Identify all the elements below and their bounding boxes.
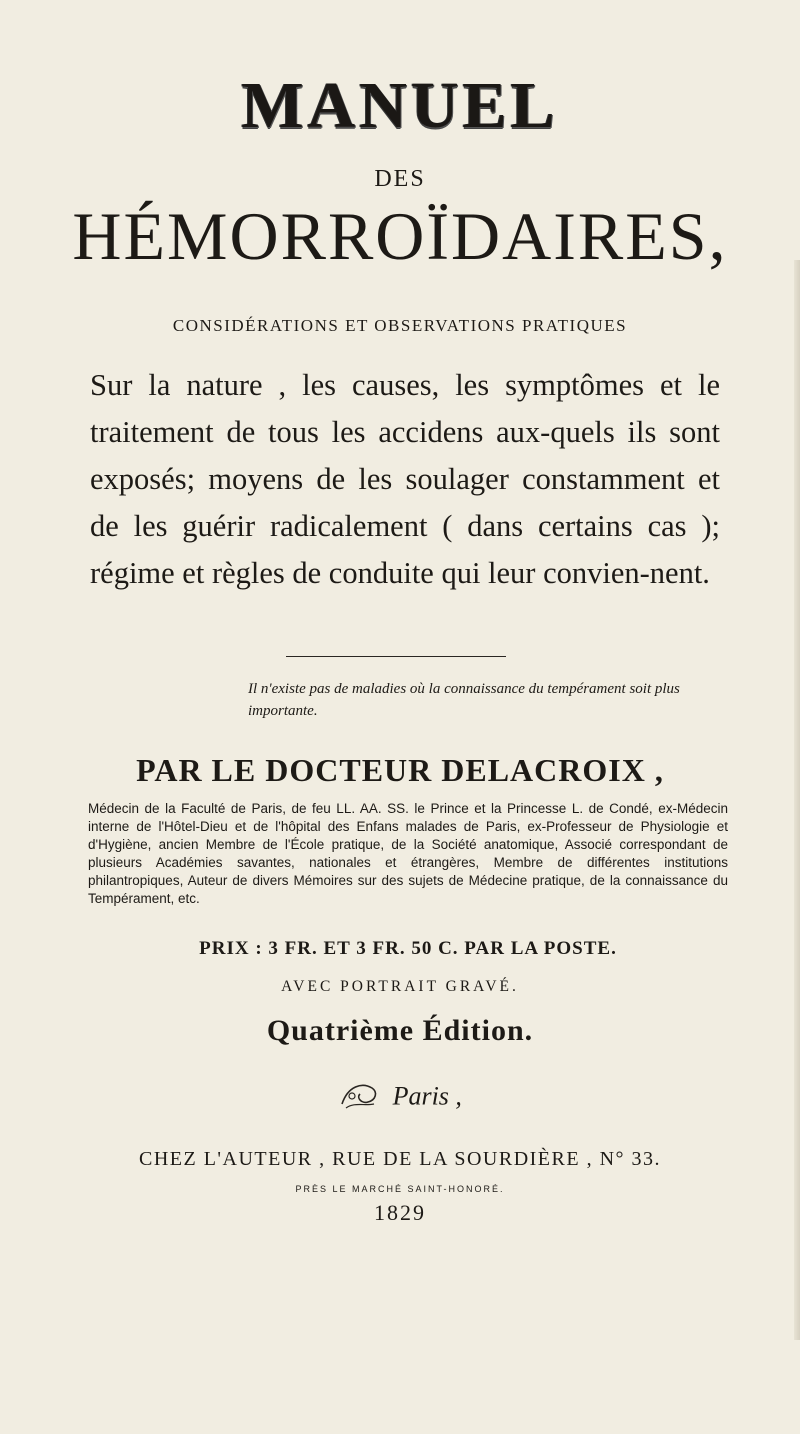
city-row	[0, 1078, 800, 1119]
portrait-note: AVEC PORTRAIT GRAVÉ.	[281, 978, 519, 995]
city-name: Paris ,	[392, 1081, 462, 1111]
epigraph: Il n'existe pas de maladies où la connaissance du tempérament soit plus importante.	[248, 681, 680, 719]
publisher-line: CHEZ L'AUTEUR , RUE DE LA SOURDIÈRE , N° 33.	[138, 1148, 662, 1170]
title-des: DES	[374, 166, 426, 192]
subtitle: CONSIDÉRATIONS ET OBSERVATIONS PRATIQUES	[172, 316, 628, 335]
year: 1829	[374, 1200, 426, 1225]
ornate-title: MANUEL	[241, 69, 559, 142]
description: Sur la nature , les causes, les symptômes et le traitement de tous les accidens aux-quels ils sont exposés; moyens de les soulager constamment et de les guérir radicalement ( dans certains cas ); régime et règles de conduite qui leur convien-nent.	[90, 368, 720, 590]
author-credentials: Médecin de la Faculté de Paris, de feu LL. AA. SS. le Prince et la Princesse L. de Condé, ex-Médecin interne de l'Hôtel-Dieu et de l'hôpital des Enfans malades de Paris, ex-Professeur de Physiologie et d'Hygiène, ancien Membre de l'École pratique, de la Société anatomique, Associé correspondant de plusieurs Académies savantes, nationales et étrangères, Membre de différentes institutions philantropiques, Auteur de divers Mémoires sur des sujets de Médecine pratique, de la connaissance du Tempérament, etc.	[88, 801, 728, 906]
printer-ornament-icon	[338, 1078, 382, 1119]
divider-rule	[286, 656, 506, 657]
edition-line: Quatrième Édition.	[266, 1014, 534, 1047]
price-line: PRIX : 3 FR. ET 3 FR. 50 C. PAR LA POSTE.	[199, 938, 617, 959]
main-title: HÉMORROÏDAIRES,	[72, 198, 728, 274]
author-line: PAR LE DOCTEUR DELACROIX ,	[136, 752, 664, 788]
printer-line: PRÈS LE MARCHÉ SAINT-HONORÉ.	[295, 1184, 505, 1194]
page-edge	[794, 260, 800, 1340]
